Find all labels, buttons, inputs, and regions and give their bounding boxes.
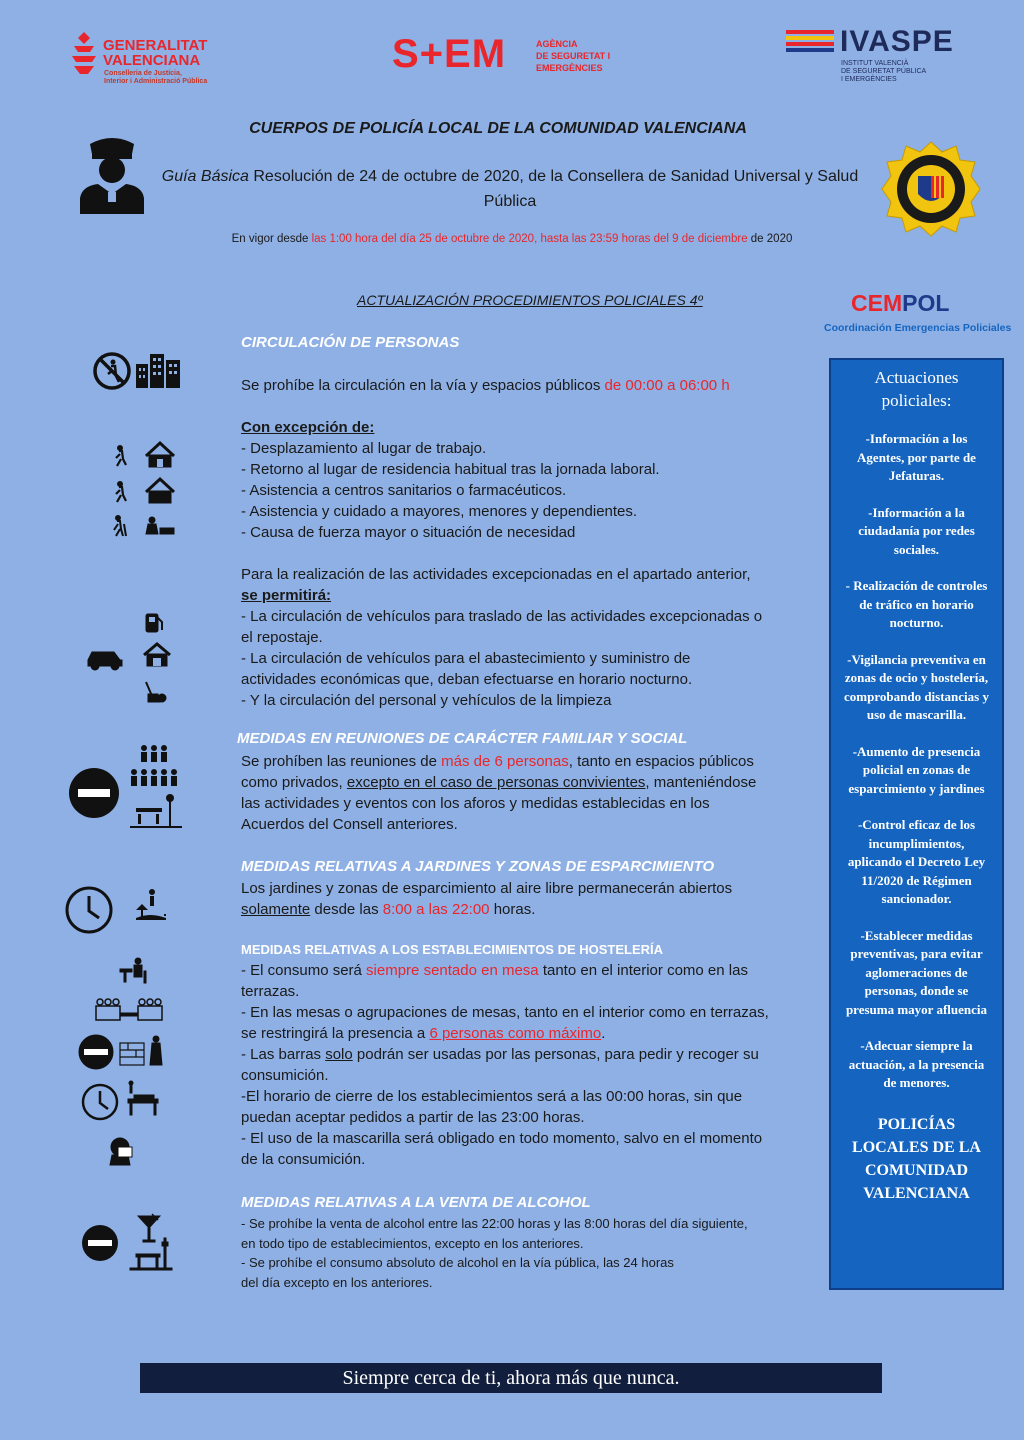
alcohol-l2: en todo tipo de establecimientos, excepto en los anteriores. xyxy=(241,1235,584,1251)
jardines-horas: horas. xyxy=(489,901,536,918)
reuniones-l4: Acuerdos del Consell anteriores. xyxy=(241,816,458,833)
panel-item: - Realización de controles de tráfico en horario nocturno. xyxy=(845,578,988,630)
hosteleria-l2: terrazas. xyxy=(241,983,300,1000)
panel-item: -Adecuar siempre la actuación, a la presencia de menores. xyxy=(848,1038,985,1090)
walking-home-icons xyxy=(108,438,180,540)
ivaspe-sub-1: INSTITUT VALENCIÀ xyxy=(841,60,909,67)
section-title-reuniones: MEDIDAS EN REUNIONES DE CARÁCTER FAMILIAR Y SOCIAL xyxy=(237,730,688,747)
panel-item: -Establecer medidas preventivas, para evitar aglomeraciones de personas, donde se presuma mayor afluencia xyxy=(845,927,988,1017)
sem-sub-1: AGÈNCIA xyxy=(536,39,578,49)
cempol-logo xyxy=(851,290,949,317)
jardines-hours: 8:00 a las 22:00 xyxy=(382,901,490,918)
panel-item: -Control eficaz de los incumplimientos, aplicando el Decreto Ley 11/2020 de Régimen sancionador. xyxy=(847,817,986,906)
police-actions-panel xyxy=(829,358,1004,1290)
alcohol-l1: - Se prohíbe la venta de alcohol entre las 22:00 horas y las 8:00 horas del día siguiente, xyxy=(241,1216,748,1231)
no-walking-city-icon xyxy=(92,350,182,392)
panel-item: -Aumento de presencia policial en zonas de esparcimiento y jardines xyxy=(848,743,985,796)
validity-suffix: de 2020 xyxy=(747,233,793,245)
page-title: CUERPOS DE POLICÍA LOCAL DE LA COMUNIDAD VALENCIANA xyxy=(249,120,747,137)
sem-sub-3: EMERGÈNCIES xyxy=(536,63,603,73)
hosteleria-solo: solo xyxy=(325,1046,353,1063)
generalitat-valenciana-logo xyxy=(70,30,240,86)
ivaspe-logo xyxy=(786,26,996,86)
reuniones-limit: más de 6 personas xyxy=(441,753,569,770)
reuniones-l3: las actividades y eventos con los aforos y medidas establecidas en los xyxy=(241,795,710,812)
reuniones-except: excepto en el caso de personas convivientes, xyxy=(346,774,650,791)
footer-slogan: Siempre cerca de ti, ahora más que nunca. xyxy=(140,1363,882,1393)
hosteleria-l10: de la consumición. xyxy=(241,1151,366,1168)
panel-item: -Vigilancia preventiva en zonas de ocio y hostelería, comprobando distancias y uso de mascarilla. xyxy=(844,651,989,722)
permit-item: actividades económicas que, deban efectuarse en horario nocturno. xyxy=(241,671,693,688)
hosteleria-max: 6 personas como máximo xyxy=(429,1025,602,1042)
hosteleria-l5: - Las barras xyxy=(241,1046,326,1063)
sem-sub-2: DE SEGURETAT I xyxy=(536,51,611,61)
police-officer-icon xyxy=(78,132,146,214)
alcohol-l4: del día excepto en los anteriores. xyxy=(241,1274,433,1290)
section-title-alcohol: MEDIDAS RELATIVAS A LA VENTA DE ALCOHOL xyxy=(241,1194,591,1211)
exception-item: - Desplazamiento al lugar de trabajo. xyxy=(241,440,487,457)
exception-item: - Asistencia a centros sanitarios o farmacéuticos. xyxy=(241,482,567,499)
permit-item: el repostaje. xyxy=(241,629,323,646)
permit-intro: Para la realización de las actividades excepcionadas en el apartado anterior, xyxy=(241,566,751,583)
gv-sub-1: Conselleria de Justícia, xyxy=(104,70,182,77)
reuniones-l1: Se prohíben las reuniones de xyxy=(241,753,442,770)
policia-local-badge-icon xyxy=(880,140,982,238)
permit-item: - La circulación de vehículos para traslado de las actividades excepcionadas o xyxy=(241,608,763,625)
hosteleria-l6: consumición. xyxy=(241,1067,329,1084)
ivaspe-sub-2: DE SEGURETAT PÚBLICA xyxy=(841,68,927,75)
jardines-desde: desde las xyxy=(310,901,383,918)
jardines-l1: Los jardines y zonas de esparcimiento al aire libre permanecerán abiertos xyxy=(241,880,733,897)
reuniones-l2: como privados, xyxy=(241,774,347,791)
hospitality-icons xyxy=(78,955,174,1167)
sem-subtitle xyxy=(536,38,610,74)
hosteleria-text xyxy=(241,960,783,1170)
cempol-subtitle: Coordinación Emergencias Policiales xyxy=(824,322,1012,334)
guide-label: Guía Básica xyxy=(161,168,249,185)
update-title: ACTUALIZACIÓN PROCEDIMIENTOS POLICIALES 4º xyxy=(357,292,703,308)
clock-park-icons xyxy=(64,884,174,936)
hosteleria-l4-end: . xyxy=(601,1025,606,1042)
permit-item: - La circulación de vehículos para el abastecimiento y suministro de xyxy=(241,650,691,667)
resolution-line-1: Resolución de 24 de octubre de 2020, de la Consellera de Sanidad Universal y Salud xyxy=(248,168,859,185)
vehicle-fuel-cleaning-icons xyxy=(86,610,178,706)
resolution-text xyxy=(150,164,870,214)
exception-item: - Asistencia y cuidado a mayores, menores y dependientes. xyxy=(241,503,638,520)
reuniones-text xyxy=(241,751,783,835)
sem-main: S+EM xyxy=(392,32,507,76)
ivaspe-subtitle xyxy=(841,60,926,84)
ivaspe-flag-icon xyxy=(786,30,834,52)
panel-title: Actuaciones policiales: xyxy=(874,368,959,410)
exception-title: Con excepción de: xyxy=(241,419,375,436)
reuniones-l2-end: manteniéndose xyxy=(649,774,757,791)
resolution-line-2: Pública xyxy=(483,193,537,210)
reuniones-l1-end: , tanto en espacios públicos xyxy=(568,753,754,770)
hosteleria-l3: - En las mesas o agrupaciones de mesas, tanto en el interior como en terrazas, xyxy=(241,1004,769,1021)
hosteleria-l8: puedan aceptar pedidos a partir de las 23:00 horas. xyxy=(241,1109,585,1126)
exception-item: - Retorno al lugar de residencia habitual tras la jornada laboral. xyxy=(241,461,660,478)
permit-label: se permitirá: xyxy=(241,587,332,604)
hosteleria-l7: -El horario de cierre de los establecimientos será a las 00:00 horas, sin que xyxy=(241,1088,743,1105)
cempol-part-a: CEM xyxy=(851,290,903,316)
alcohol-l3: - Se prohíbe el consumo absoluto de alcohol en la vía pública, las 24 horas xyxy=(241,1255,674,1270)
gv-name xyxy=(103,38,207,68)
panel-item: -Información a los Agentes, por parte de Jefaturas. xyxy=(857,431,976,483)
hosteleria-l9: - El uso de la mascarilla será obligado en todo momento, salvo en el momento xyxy=(241,1130,763,1147)
section-title-circulacion: CIRCULACIÓN DE PERSONAS xyxy=(241,334,460,351)
gv-line-1: GENERALITAT xyxy=(103,37,208,54)
no-alcohol-icon xyxy=(80,1212,174,1272)
jardines-text xyxy=(241,878,783,920)
section-title-hosteleria: MEDIDAS RELATIVAS A LOS ESTABLECIMIENTOS DE HOSTELERÍA xyxy=(241,942,664,957)
hosteleria-l1: - El consumo será xyxy=(241,962,367,979)
gv-sub-2: Interior i Administració Pública xyxy=(104,78,208,85)
jardines-solamente: solamente xyxy=(241,901,311,918)
ivaspe-sub-3: I EMERGÈNCIES xyxy=(841,76,897,83)
hosteleria-l4: se restringirá la presencia a xyxy=(241,1025,430,1042)
validity-prefix: En vigor desde xyxy=(231,233,312,245)
alcohol-text xyxy=(241,1214,783,1292)
cempol-part-b: POL xyxy=(902,290,950,316)
validity-dates: las 1:00 hora del día 25 de octubre de 2020, hasta las 23:59 horas del 9 de diciembre xyxy=(311,233,748,245)
gv-line-2: VALENCIANA xyxy=(103,52,201,69)
exception-list xyxy=(241,438,783,543)
prohibe-hours: de 00:00 a 06:00 h xyxy=(604,377,730,394)
panel-item: -Información a la ciudadanía por redes sociales. xyxy=(858,504,975,557)
hosteleria-l5-end: podrán ser usadas por las personas, para pedir y recoger su xyxy=(352,1046,759,1063)
ivaspe-main: IVASPE xyxy=(840,25,954,58)
sem-logo xyxy=(392,32,632,76)
panel-footer: POLICÍAS LOCALES DE LA COMUNIDAD VALENCIANA xyxy=(852,1115,981,1202)
no-gatherings-icon xyxy=(68,742,183,830)
hosteleria-l1-end: tanto en el interior como en las xyxy=(538,962,748,979)
exception-item: - Causa de fuerza mayor o situación de necesidad xyxy=(241,524,576,541)
validity-text xyxy=(150,233,874,245)
hosteleria-sentado: siempre sentado en mesa xyxy=(366,962,539,979)
gv-subtitle xyxy=(104,70,207,86)
permit-item: - Y la circulación del personal y vehículos de la limpieza xyxy=(241,692,612,709)
gv-bat-icon xyxy=(70,30,98,78)
section-title-jardines: MEDIDAS RELATIVAS A JARDINES Y ZONAS DE ESPARCIMIENTO xyxy=(241,858,715,875)
permit-block xyxy=(241,564,783,711)
prohibe-text: Se prohíbe la circulación en la vía y espacios públicos xyxy=(241,377,605,394)
circulacion-prohibe xyxy=(241,375,783,396)
